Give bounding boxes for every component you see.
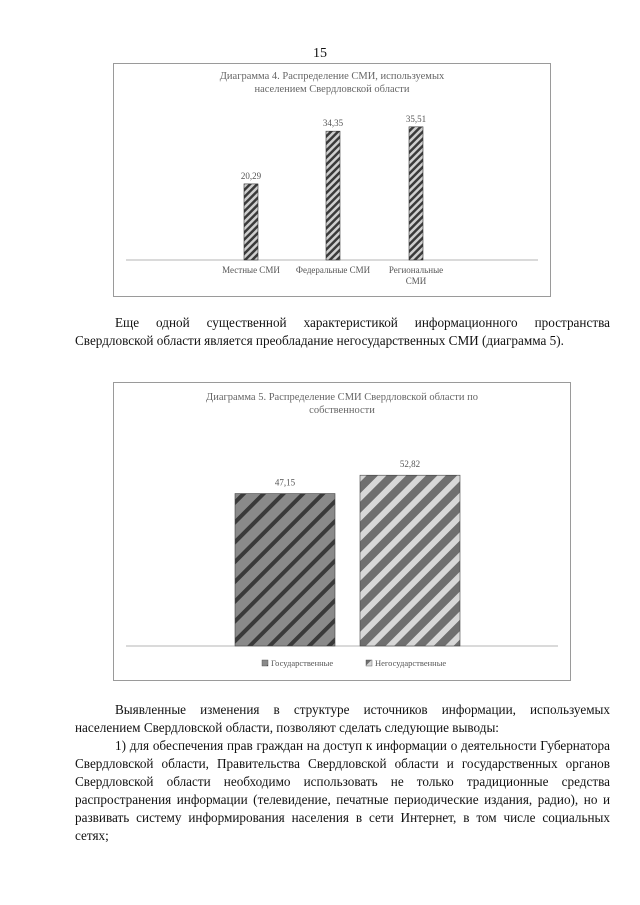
chart-4-plot [114, 64, 550, 296]
data-label: 47,15 [274, 477, 296, 488]
paragraph-3: 1) для обеспечения прав граждан на доступ к информации о деятельности Губернатора Свердловской области, Правительства Свердловской области и государственных органов Свердловской области необходимо использовать не только традиционные средства распространения информации (телевидение, печатные периодические издания, радио), но и развивать систему информирования населения в сети Интернет, в том числе социальных сетях; [75, 738, 610, 843]
chart-5-plot [114, 383, 570, 680]
legend-swatch [262, 660, 268, 666]
bar [326, 131, 340, 260]
chart-4-box [113, 63, 551, 297]
data-label: 35,51 [405, 113, 427, 124]
bar [244, 184, 258, 260]
category-label: СМИ [405, 276, 427, 286]
category-label: Региональные [388, 265, 444, 275]
page-number: 15 [313, 46, 327, 61]
paragraph-2: Выявленные изменения в структуре источников информации, используемых населением Свердловской области, позволяют сделать следующие выводы: [75, 702, 610, 735]
bar [360, 475, 460, 646]
chart-4-title: Диаграмма 4. Распределение СМИ, используемых населением Свердловской области [219, 71, 445, 95]
category-label: Местные СМИ [222, 265, 280, 275]
chart-5-box [113, 382, 571, 681]
legend-label: Государственные [271, 658, 334, 668]
bar [235, 494, 335, 646]
chart-5-title: Диаграмма 5. Распределение СМИ Свердловской области по собственности [206, 392, 478, 416]
data-label: 52,82 [399, 459, 421, 470]
data-label: 20,29 [240, 170, 262, 181]
paragraph-1: Еще одной существенной характеристикой информационного пространства Свердловской области является преобладание негосударственных СМИ (диаграмма 5). [75, 315, 610, 348]
legend-label: Негосударственные [375, 658, 447, 668]
category-label: Федеральные СМИ [295, 265, 371, 275]
data-label: 34,35 [322, 118, 344, 129]
legend-swatch [366, 660, 372, 666]
bar [409, 127, 423, 260]
